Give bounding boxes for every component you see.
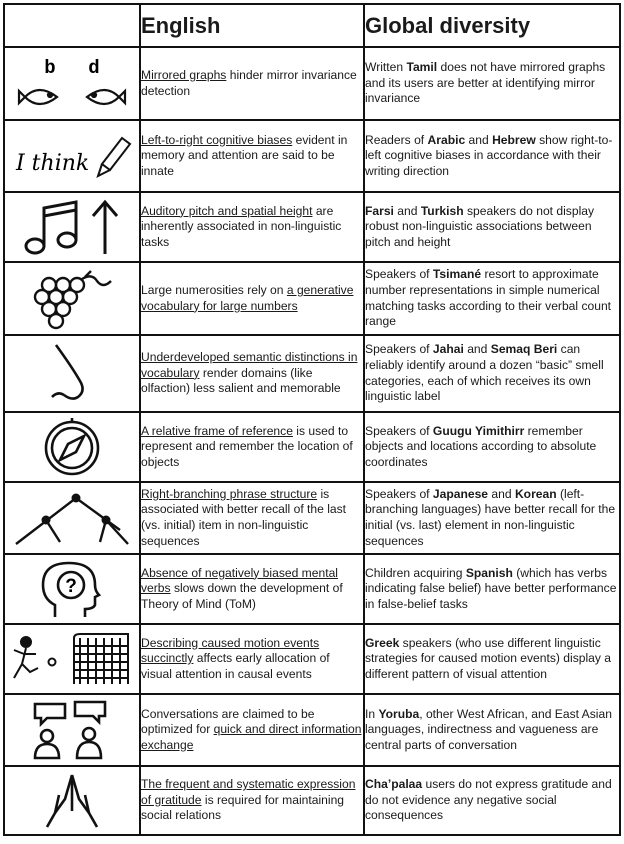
english-cell: Auditory pitch and spatial height are inherently associated in non-linguistic tasks: [140, 192, 364, 262]
table-row: [4, 47, 620, 120]
table-row: [4, 694, 620, 766]
nose-icon: [42, 341, 102, 407]
soccer-icon-cell: [4, 624, 140, 694]
english-cell: A relative frame of reference is used to represent and remember the location of objects: [140, 412, 364, 482]
global-diversity-cell: Speakers of Jahai and Semaq Beri can reliably identify around a dozen “basic” smell categories, each of which receives its own linguistic label: [364, 335, 620, 412]
comparison-table: [3, 3, 621, 836]
fish-letters-icon-cell: [4, 47, 140, 120]
table-row: [4, 766, 620, 835]
table-row: [4, 192, 620, 262]
compass-icon: [40, 416, 104, 478]
english-cell: Underdeveloped semantic distinctions in vocabulary render domains (like olfaction) less salient and memorable: [140, 335, 364, 412]
praying-hands-icon-cell: [4, 766, 140, 835]
table-row: [4, 554, 620, 624]
icon-column-header: [4, 4, 140, 47]
table-row: [4, 335, 620, 412]
pen-writing-icon: [10, 126, 134, 186]
compass-icon-cell: [4, 412, 140, 482]
music-note-arrow-icon: [17, 196, 127, 258]
music-arrow-icon-cell: [4, 192, 140, 262]
global-diversity-column-header: Global diversity: [364, 4, 620, 47]
english-cell: Conversations are claimed to be optimized for quick and direct information exchange: [140, 694, 364, 766]
table-row: [4, 482, 620, 554]
praying-hands-icon: [37, 769, 107, 833]
letter-d: d: [88, 56, 100, 79]
handwriting-icon-cell: [4, 120, 140, 192]
letter-b: b: [44, 56, 56, 79]
global-diversity-cell: Farsi and Turkish speakers do not display robust non-linguistic associations between pitch and height: [364, 192, 620, 262]
conversation-icon-cell: [4, 694, 140, 766]
nose-icon-cell: [4, 335, 140, 412]
english-column-header: English: [140, 4, 364, 47]
global-diversity-cell: In Yoruba, other West African, and East Asian languages, indirectness and vagueness are central parts of conversation: [364, 694, 620, 766]
grapes-icon: [27, 267, 117, 331]
global-diversity-cell: Children acquiring Spanish (which has verbs indicating false belief) have better performance in false-belief tasks: [364, 554, 620, 624]
english-cell: Right-branching phrase structure is associated with better recall of the last (vs. initial) item in non-linguistic sequences: [140, 482, 364, 554]
global-diversity-cell: Written Tamil does not have mirrored graphs and its users are better at identifying mirror invariance: [364, 47, 620, 120]
head-question-icon: [37, 557, 107, 621]
question-mark: ?: [65, 576, 77, 597]
global-diversity-cell: Speakers of Tsimané resort to approximate number representations in simple numerical matching tasks according to their verbal count range: [364, 262, 620, 335]
mirrored-fish-icon: [17, 53, 127, 115]
table-row: [4, 120, 620, 192]
english-cell: Absence of negatively biased mental verbs slows down the development of Theory of Mind (ToM): [140, 554, 364, 624]
conversation-people-icon: [27, 698, 117, 762]
table-row: [4, 262, 620, 335]
head-question-icon-cell: [4, 554, 140, 624]
english-cell: Mirrored graphs hinder mirror invariance detection: [140, 47, 364, 120]
english-cell: Large numerosities rely on a generative vocabulary for large numbers: [140, 262, 364, 335]
global-diversity-cell: Cha’palaa users do not express gratitude and do not evidence any negative social consequences: [364, 766, 620, 835]
global-diversity-cell: Readers of Arabic and Hebrew show right-to-left cognitive biases in accordance with their writing direction: [364, 120, 620, 192]
english-cell: Left-to-right cognitive biases evident in memory and attention are said to be innate: [140, 120, 364, 192]
tree-icon-cell: [4, 482, 140, 554]
branching-tree-icon: [10, 488, 134, 548]
table-row: [4, 412, 620, 482]
soccer-goal-icon: [10, 628, 134, 690]
global-diversity-cell: Speakers of Japanese and Korean (left-branching languages) have better recall for the initial (vs. last) element in non-linguistic sequences: [364, 482, 620, 554]
handwritten-text: I think: [16, 151, 90, 176]
header-row: [4, 4, 620, 47]
english-cell: The frequent and systematic expression of gratitude is required for maintaining social relations: [140, 766, 364, 835]
grapes-icon-cell: [4, 262, 140, 335]
table-row: [4, 624, 620, 694]
english-cell: Describing caused motion events succinctly affects early allocation of visual attention in causal events: [140, 624, 364, 694]
global-diversity-cell: Greek speakers (who use different linguistic strategies for caused motion events) display a different pattern of visual attention: [364, 624, 620, 694]
global-diversity-cell: Speakers of Guugu Yimithirr remember objects and locations according to absolute coordinates: [364, 412, 620, 482]
